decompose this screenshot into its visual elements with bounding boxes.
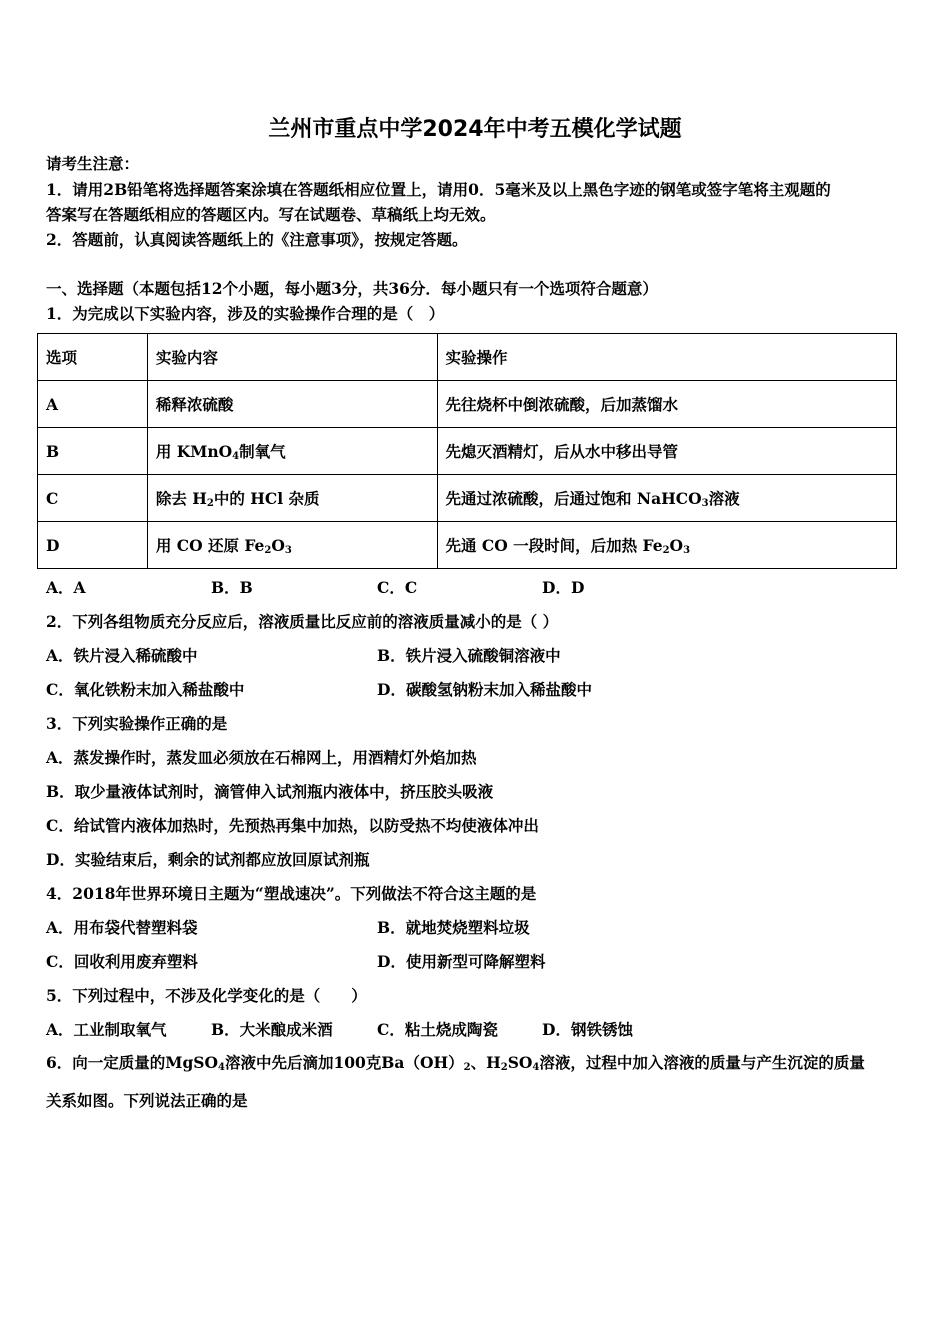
q1-choice-a: A．A bbox=[46, 578, 86, 597]
q5-choice-d: D．钢铁锈蚀 bbox=[542, 1020, 633, 1039]
q3-choice-c: C．给试管内液体加热时，先预热再集中加热，以防受热不均使液体冲出 bbox=[46, 816, 539, 835]
q4-choice-b: B．就地焚烧塑料垃圾 bbox=[377, 918, 530, 937]
question-3-stem: 3．下列实验操作正确的是 bbox=[46, 714, 228, 733]
q3-choice-d: D．实验结束后，剩余的试剂都应放回原试剂瓶 bbox=[46, 850, 370, 869]
question-6-stem: 6．向一定质量的MgSO$_4$溶液中先后滴加100克$Ba(OH)_2$、$H_2SO_4$溶液，过程中加入溶液的质量与产生沉淀的质量 bbox=[46, 1053, 865, 1073]
q2-choice-a: A．铁片浸入稀硫酸中 bbox=[46, 646, 198, 665]
operation-cell: 先通 CO 一段时间，后加热 $Fe_2O_3$ bbox=[437, 522, 896, 569]
question-6-stem-line-2: 关系如图。下列说法正确的是 bbox=[46, 1091, 248, 1110]
q5-choice-a: A．工业制取氧气 bbox=[46, 1020, 167, 1039]
q3-choice-a: A．蒸发操作时，蒸发皿必须放在石棉网上，用酒精灯外焰加热 bbox=[46, 748, 477, 767]
operation-cell: 先往烧杯中倒浓硫酸，后加蒸馏水 bbox=[437, 381, 896, 428]
table-row bbox=[38, 381, 897, 428]
notice-item-1-line-2: 答案写在答题纸相应的答题区内。写在试题卷、草稿纸上均无效。 bbox=[46, 205, 496, 224]
notice-heading: 请考生注意： bbox=[46, 154, 140, 173]
header-cell: 选项 bbox=[38, 334, 148, 381]
header-cell: 实验内容 bbox=[147, 334, 437, 381]
q5-choice-b: B．大米酿成米酒 bbox=[211, 1020, 333, 1039]
question-4-stem: 4．2018年世界环境日主题为“塑战速决”。下列做法不符合这主题的是 bbox=[46, 884, 537, 903]
q2-choice-c: C．氧化铁粉末加入稀盐酸中 bbox=[46, 680, 245, 699]
table-header-row bbox=[38, 334, 897, 381]
content-cell: 用 CO 还原 $Fe_2O_3$ bbox=[147, 522, 437, 569]
header-cell: 实验操作 bbox=[437, 334, 896, 381]
question-2-stem: 2．下列各组物质充分反应后，溶液质量比反应前的溶液质量减小的是（ ） bbox=[46, 612, 559, 631]
content-cell: 用 KMnO$_4$制氧气 bbox=[147, 428, 437, 475]
q5-choice-c: C．粘土烧成陶瓷 bbox=[377, 1020, 498, 1039]
table-row bbox=[38, 475, 897, 522]
section-heading: 一、选择题（本题包括12个小题，每小题3分，共36分．每小题只有一个选项符合题意） bbox=[46, 279, 658, 298]
operation-cell: 先熄灭酒精灯，后从水中移出导管 bbox=[437, 428, 896, 475]
option-cell: C bbox=[38, 475, 148, 522]
q4-choice-a: A．用布袋代替塑料袋 bbox=[46, 918, 198, 937]
question-1-table bbox=[37, 333, 897, 569]
q4-choice-d: D．使用新型可降解塑料 bbox=[377, 952, 546, 971]
question-5-stem: 5．下列过程中，不涉及化学变化的是（ ） bbox=[46, 986, 367, 1005]
operation-cell: 先通过浓硫酸，后通过饱和 NaHCO$_3$溶液 bbox=[437, 475, 896, 522]
notice-item-1-line-1: 1．请用2B铅笔将选择题答案涂填在答题纸相应位置上，请用0．5毫米及以上黑色字迹的钢笔或签字笔将主观题的 bbox=[46, 180, 831, 199]
option-cell: D bbox=[38, 522, 148, 569]
question-1-stem: 1．为完成以下实验内容，涉及的实验操作合理的是（ ） bbox=[46, 304, 445, 323]
table-row bbox=[38, 428, 897, 475]
q2-choice-d: D．碳酸氢钠粉末加入稀盐酸中 bbox=[377, 680, 592, 699]
content-cell: 除去 $H_2$中的 HCl 杂质 bbox=[147, 475, 437, 522]
page-title: 兰州市重点中学2024年中考五模化学试题 bbox=[268, 117, 682, 142]
notice-item-2: 2．答题前，认真阅读答题纸上的《注意事项》，按规定答题。 bbox=[46, 230, 468, 249]
q1-choice-c: C．C bbox=[377, 578, 418, 597]
table-row bbox=[38, 522, 897, 569]
q3-choice-b: B．取少量液体试剂时，滴管伸入试剂瓶内液体中，挤压胶头吸液 bbox=[46, 782, 494, 801]
option-cell: B bbox=[38, 428, 148, 475]
q4-choice-c: C．回收利用废弃塑料 bbox=[46, 952, 198, 971]
q1-choice-b: B．B bbox=[211, 578, 253, 597]
q2-choice-b: B．铁片浸入硫酸铜溶液中 bbox=[377, 646, 561, 665]
option-cell: A bbox=[38, 381, 148, 428]
content-cell: 稀释浓硫酸 bbox=[147, 381, 437, 428]
q1-choice-d: D．D bbox=[542, 578, 585, 597]
